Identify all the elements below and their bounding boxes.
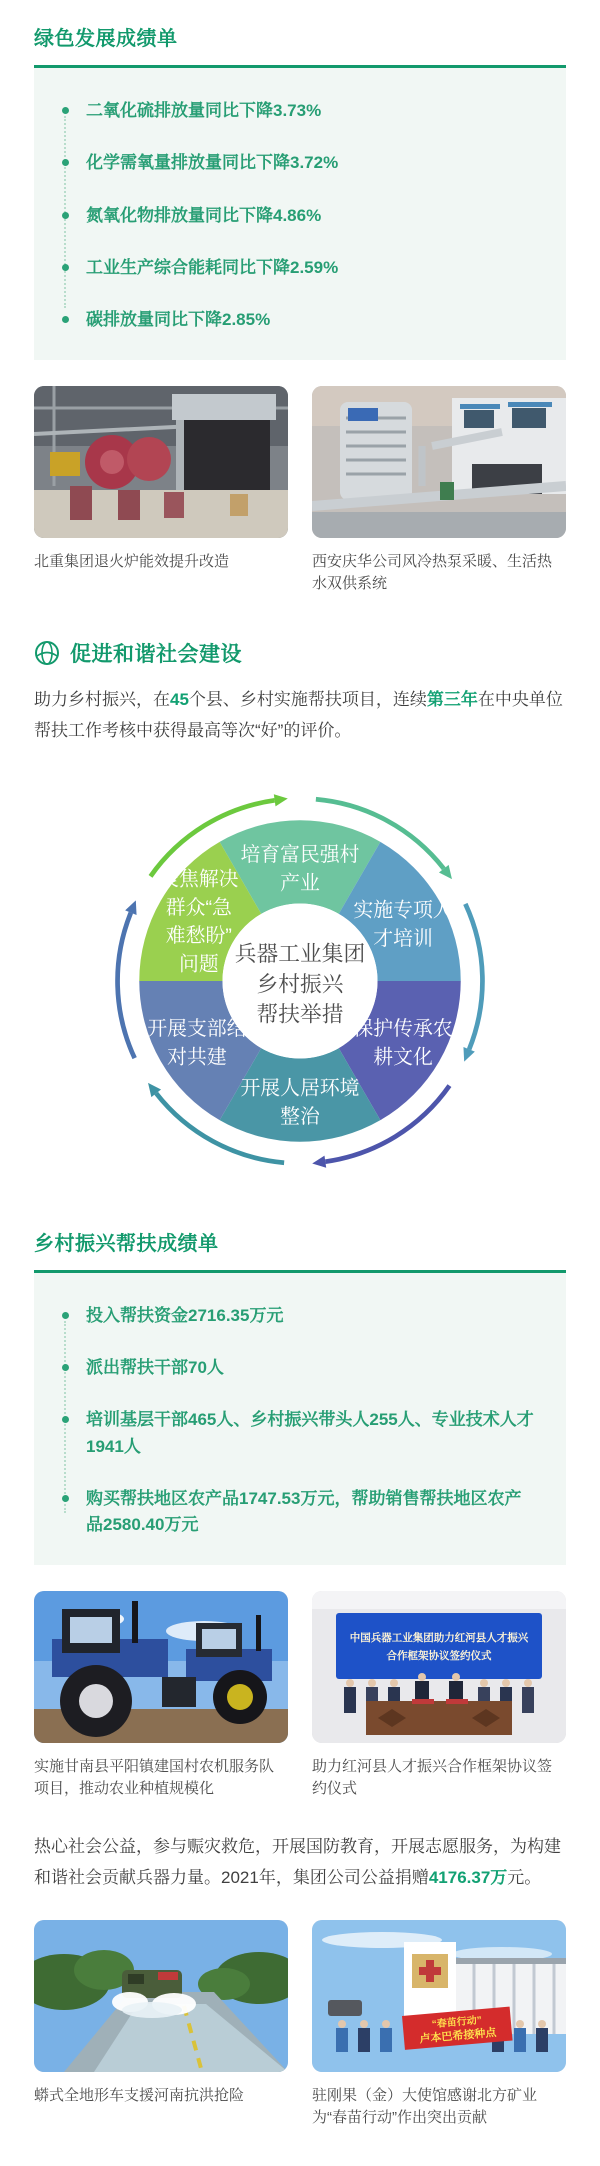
tractors-photo xyxy=(34,1591,288,1743)
green-stats-box xyxy=(34,68,566,360)
intro-text: 在中央单位帮扶工作考核中获得最高等次“好”的评价。 xyxy=(34,689,563,741)
accent-45-counties: 45 xyxy=(170,689,189,709)
diagram-segment-label: 产业 xyxy=(280,871,320,894)
banner-line1: “春苗行动” xyxy=(431,2014,483,2030)
diagram-segment-label: 开展人居环境 xyxy=(240,1077,360,1100)
welfare-text: 元。 xyxy=(507,1868,542,1888)
diagram-segment-label: 开展支部结 xyxy=(147,1017,247,1040)
diagram-segment-label: 群众“急 xyxy=(165,896,232,919)
annealing-furnace-photo xyxy=(34,386,288,538)
stat-item: 氮氧化物排放量同比下降4.86% xyxy=(62,203,536,229)
photo-figure xyxy=(34,1920,288,2130)
intro-text: 助力乡村振兴，在 xyxy=(34,689,170,709)
stat-item: 化学需氧量排放量同比下降3.72% xyxy=(62,150,536,176)
diagram-center-label: 乡村振兴 xyxy=(256,970,344,996)
photo-figure xyxy=(312,1920,566,2130)
signing-backdrop-line1: 中国兵器工业集团助力红河县人才振兴 xyxy=(349,1631,529,1644)
welfare-text: 热心社会公益，参与赈灾救危，开展国防教育，开展志愿服务，为构建和谐社会贡献兵器力量。2021年，集团公司公益捐赠 xyxy=(34,1836,561,1888)
diagram-segment-label: 对共建 xyxy=(167,1045,227,1068)
photo-caption: 助力红河县人才振兴合作框架协议签约仪式 xyxy=(312,1757,553,1798)
rural-stats-list xyxy=(62,1303,536,1539)
photo-figure xyxy=(34,386,288,596)
photo-caption: 西安庆华公司风冷热泵采暖、生活热水双供系统 xyxy=(312,552,553,593)
stat-item: 工业生产综合能耗同比下降2.59% xyxy=(62,255,536,281)
diagram-segment-label: 实施专项人 xyxy=(353,899,453,922)
diagram-segment-label: 保护传承农 xyxy=(353,1017,453,1040)
signing-ceremony-photo xyxy=(312,1591,566,1743)
diagram-arrowhead xyxy=(125,898,141,915)
photo-figure xyxy=(312,386,566,596)
diagram-arrowhead xyxy=(311,1155,326,1169)
diagram-center-label: 兵器工业集团 xyxy=(234,940,366,966)
welfare-paragraph xyxy=(34,1831,566,1894)
diagram-segment-label: 难愁盼” xyxy=(165,924,232,947)
diagram-arrow-right xyxy=(465,903,482,1049)
stat-item: 二氧化硫排放量同比下降3.73% xyxy=(62,98,536,124)
embassy-thanks-photo xyxy=(312,1920,566,2072)
photo-caption: 实施甘南县平阳镇建国村农机服务队项目，推动农业种植规模化 xyxy=(34,1757,275,1798)
rural-photo-row xyxy=(34,1591,566,1801)
diagram-segment-label: 才培训 xyxy=(373,927,433,950)
green-scorecard-title: 绿色发展成绩单 xyxy=(34,28,178,50)
signing-backdrop-line2: 合作框架协议签约仪式 xyxy=(386,1649,492,1662)
rural-scorecard-title: 乡村振兴帮扶成绩单 xyxy=(34,1232,219,1255)
green-stats-list xyxy=(62,98,536,334)
diagram-arrow-left xyxy=(118,912,135,1058)
stat-item: 培训基层干部465人、乡村振兴带头人255人、专业技术人才1941人 xyxy=(62,1407,536,1460)
photo-figure xyxy=(34,1591,288,1801)
accent-donation: 4176.37万 xyxy=(428,1868,508,1888)
diagram-segment-label: 整治 xyxy=(280,1105,320,1128)
flood-rescue-photo xyxy=(34,1920,288,2072)
diagram-segment-label: 问题 xyxy=(178,953,219,976)
diagram-center-label: 帮扶举措 xyxy=(256,1001,344,1027)
diagram-segment-label: 聚焦解决 xyxy=(159,868,239,891)
green-photo-row xyxy=(34,386,566,596)
photo-caption: 蟒式全地形车支援河南抗洪抢险 xyxy=(34,2086,245,2104)
diagram-arrowhead xyxy=(274,792,289,806)
banner-line2: 卢本巴希接种点 xyxy=(419,2026,497,2046)
stat-item: 购买帮扶地区农产品1747.53万元，帮助销售帮扶地区农产品2580.40万元 xyxy=(62,1486,536,1539)
rural-revitalization-diagram xyxy=(92,773,508,1189)
heat-pump-photo xyxy=(312,386,566,538)
harmony-title: 促进和谐社会建设 xyxy=(70,642,242,666)
diagram-segment-label: 耕文化 xyxy=(373,1045,433,1068)
photo-caption: 驻刚果（金）大使馆感谢北方矿业为“春苗行动”作出突出贡献 xyxy=(312,2086,538,2127)
globe-icon xyxy=(34,640,60,666)
diagram-segment-label: 培育富民强村 xyxy=(240,843,360,866)
photo-caption: 北重集团退火炉能效提升改造 xyxy=(34,552,230,570)
accent-third-year: 第三年 xyxy=(426,689,478,709)
harmony-intro xyxy=(34,684,566,747)
intro-text: 个县、乡村实施帮扶项目，连续 xyxy=(188,689,427,709)
stat-item: 派出帮扶干部70人 xyxy=(62,1355,536,1381)
welfare-photo-row xyxy=(34,1920,566,2130)
stat-item: 碳排放量同比下降2.85% xyxy=(62,307,536,333)
rural-stats-box xyxy=(34,1273,566,1565)
diagram-arrowhead xyxy=(458,1047,474,1064)
stat-item: 投入帮扶资金2716.35万元 xyxy=(62,1303,536,1329)
harmony-section-header xyxy=(34,638,566,668)
photo-figure xyxy=(312,1591,566,1801)
